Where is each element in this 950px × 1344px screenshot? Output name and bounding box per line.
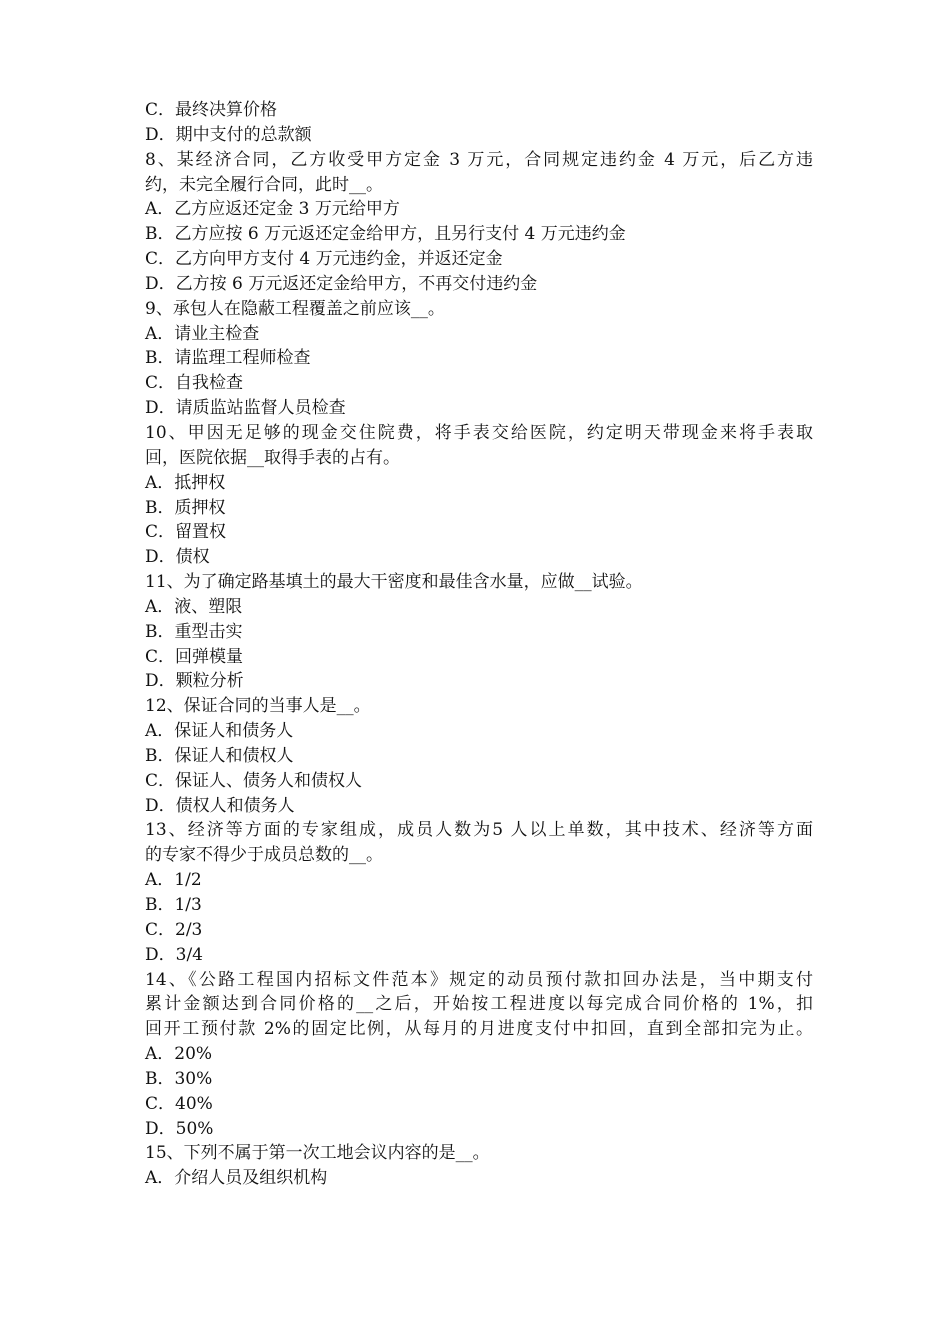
- question-line: 12、保证合同的当事人是__。: [145, 696, 371, 717]
- option-line: D．债权: [145, 547, 210, 568]
- option-line: D．期中支付的总款额: [145, 124, 312, 145]
- option-line: C．乙方向甲方支付 4 万元违约金，并返还定金: [145, 249, 503, 270]
- option-line: D．债权人和债务人: [145, 795, 295, 816]
- question-line: 回开工预付款 2%的固定比例，从每月的月进度支付中扣回，直到全部扣完为止。: [145, 1019, 813, 1040]
- question-line: 8、某经济合同，乙方收受甲方定金 3 万元，合同规定违约金 4 万元，后乙方违: [145, 149, 813, 170]
- question-line: 15、下列不属于第一次工地会议内容的是__。: [145, 1143, 490, 1164]
- option-line: A．乙方应返还定金 3 万元给甲方: [145, 199, 400, 220]
- option-line: A．抵押权: [145, 472, 226, 493]
- option-line: C．最终决算价格: [145, 100, 278, 120]
- option-line: B．请监理工程师检查: [145, 348, 311, 369]
- document-page: [145, 98, 813, 1191]
- option-line: A．请业主检查: [145, 323, 260, 344]
- option-line: B．保证人和债权人: [145, 745, 294, 766]
- option-line: D．3/4: [145, 944, 203, 965]
- question-line: 的专家不得少于成员总数的__。: [145, 845, 383, 866]
- option-line: B．乙方应按 6 万元返还定金给甲方，且另行支付 4 万元违约金: [145, 224, 626, 245]
- option-line: C．自我检查: [145, 373, 244, 394]
- question-line: 累计金额达到合同价格的__之后，开始按工程进度以每完成合同价格的 1%，扣: [145, 994, 813, 1015]
- option-line: B．30%: [145, 1068, 213, 1089]
- question-line: 14、《公路工程国内招标文件范本》规定的动员预付款扣回办法是，当中期支付: [145, 969, 813, 990]
- question-line: 9、承包人在隐蔽工程覆盖之前应该__。: [145, 298, 445, 319]
- option-line: A．液、塑限: [145, 596, 243, 617]
- option-line: D．50%: [145, 1118, 214, 1139]
- option-line: C．留置权: [145, 522, 227, 543]
- option-line: D．乙方按 6 万元返还定金给甲方，不再交付违约金: [145, 273, 538, 294]
- question-line: 约，未完全履行合同，此时__。: [145, 174, 383, 195]
- option-line: B．1/3: [145, 895, 202, 915]
- option-line: B．重型击实: [145, 621, 243, 642]
- question-line: 10、甲因无足够的现金交住院费，将手表交给医院，约定明天带现金来将手表取: [145, 422, 813, 443]
- question-line: 回，医院依据__取得手表的占有。: [145, 447, 400, 468]
- option-line: C．回弹模量: [145, 646, 244, 667]
- option-line: A．介绍人员及组织机构: [145, 1168, 328, 1189]
- option-line: D．颗粒分析: [145, 671, 244, 692]
- option-line: C．保证人、债务人和债权人: [145, 770, 363, 791]
- option-line: A．保证人和债务人: [145, 721, 294, 742]
- question-line: 13、经济等方面的专家组成，成员人数为5 人以上单数，其中技术、经济等方面: [145, 820, 813, 841]
- question-line: 11、为了确定路基填土的最大干密度和最佳含水量，应做__试验。: [145, 572, 643, 593]
- option-line: C．2/3: [145, 919, 203, 940]
- option-line: A．20%: [145, 1044, 213, 1065]
- option-line: D．请质监站监督人员检查: [145, 398, 346, 419]
- option-line: A．1/2: [145, 870, 202, 891]
- option-line: B．质押权: [145, 497, 226, 518]
- option-line: C．40%: [145, 1093, 213, 1114]
